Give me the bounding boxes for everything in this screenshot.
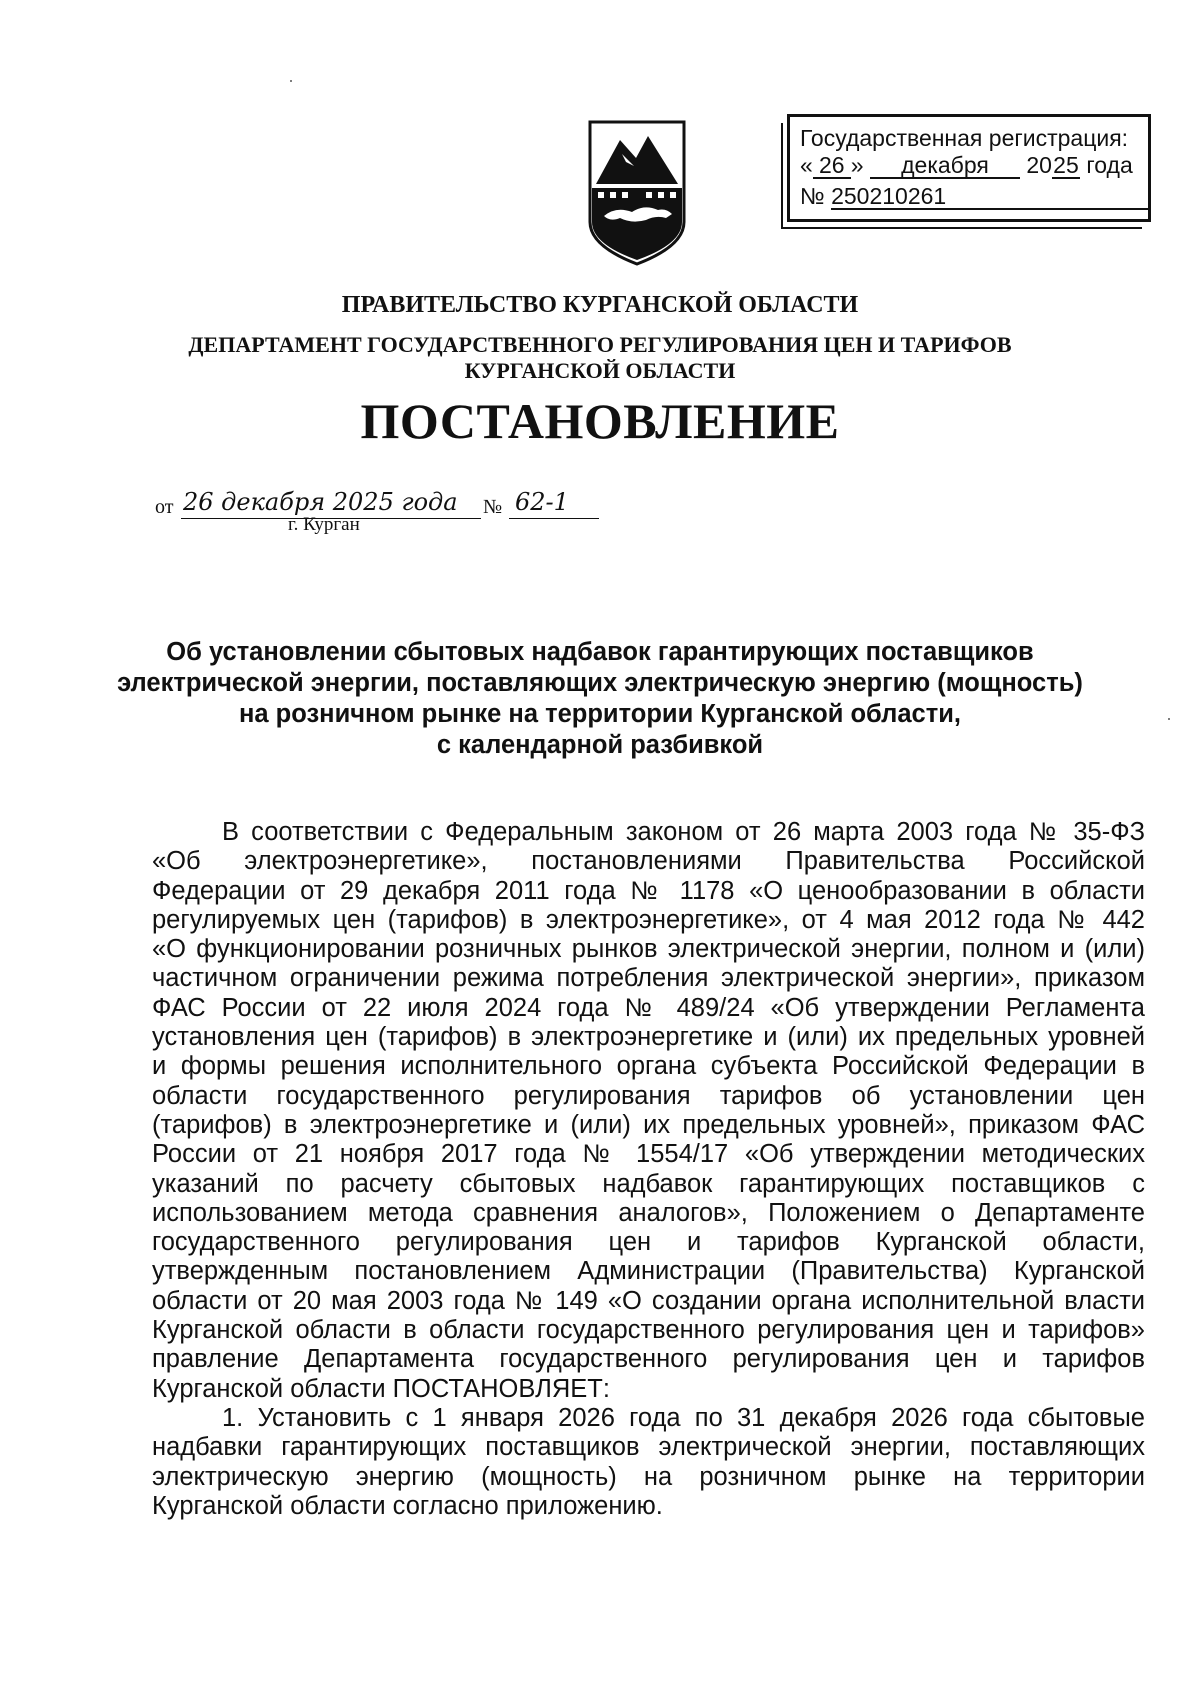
title-line: на розничном рынке на территории Курганской области, bbox=[239, 700, 961, 728]
scan-speck bbox=[1168, 718, 1170, 720]
scan-speck bbox=[290, 80, 292, 82]
coat-of-arms-emblem bbox=[586, 118, 688, 268]
department-name-line1: ДЕПАРТАМЕНТ ГОСУДАРСТВЕННОГО РЕГУЛИРОВАНИЯ ЦЕН И ТАРИФОВ bbox=[188, 332, 1012, 357]
government-name: ПРАВИТЕЛЬСТВО КУРГАНСКОЙ ОБЛАСТИ bbox=[341, 292, 859, 318]
title-line: электрической энергии, поставляющих электрическую энергию (мощность) bbox=[117, 669, 1083, 697]
body-line: Федерации от 29 декабря 2011 года № 1178 «О ценообразовании в области bbox=[152, 876, 1145, 905]
title-line: Об установлении сбытовых надбавок гарантирующих поставщиков bbox=[166, 638, 1034, 666]
body-line: и формы решения исполнительного органа субъекта Российской Федерации в bbox=[152, 1052, 1145, 1081]
body-line: «О функционировании розничных рынков электрической энергии, полном и (или) bbox=[152, 935, 1145, 964]
registration-number: 250210261 bbox=[831, 184, 1149, 210]
body-line: регулируемых цен (тарифов) в электроэнергетике», от 4 мая 2012 года № 442 bbox=[152, 905, 1145, 934]
registration-day: 26 bbox=[813, 153, 851, 179]
city-name: г. Курган bbox=[288, 514, 360, 535]
department-name-line2: КУРГАНСКОЙ ОБЛАСТИ bbox=[464, 358, 736, 383]
body-line: 1. Установить с 1 января 2026 года по 31 декабря 2026 года сбытовые bbox=[222, 1403, 1145, 1432]
body-line: Курганской области в области государственного регулирования цен и тарифов» bbox=[152, 1316, 1145, 1345]
body-line: (тарифов) в электроэнергетике и (или) их предельных уровней», приказом ФАС bbox=[152, 1110, 1145, 1139]
body-line: «Об электроэнергетике», постановлениями Правительства Российской bbox=[152, 847, 1145, 876]
document-type-heading: ПОСТАНОВЛЕНИЕ bbox=[360, 393, 840, 449]
body-line: В соответствии с Федеральным законом от 26 марта 2003 года № 35-ФЗ bbox=[222, 818, 1145, 846]
decree-date-number-line bbox=[155, 488, 675, 528]
registration-stamp bbox=[787, 114, 1151, 222]
body-line: указаний по расчету сбытовых надбавок гарантирующих поставщиков с bbox=[152, 1169, 1145, 1198]
number-label: № bbox=[483, 496, 503, 518]
registration-month: декабря bbox=[870, 153, 1020, 179]
body-line: Курганской области согласно приложению. bbox=[152, 1491, 663, 1520]
date-label: от bbox=[155, 496, 174, 518]
registration-date-line: « 26 » декабря 2025 года bbox=[800, 152, 1133, 178]
registration-heading: Государственная регистрация: bbox=[800, 125, 1129, 151]
body-line: ФАС России от 22 июля 2024 года № 489/24 «Об утверждении Регламента bbox=[152, 993, 1145, 1022]
number-underline bbox=[509, 518, 599, 519]
body-line: утвержденным постановлением Администрации (Правительства) Курганской bbox=[152, 1257, 1145, 1286]
body-line: установления цен (тарифов) в электроэнергетике и (или) их предельных уровней bbox=[152, 1023, 1145, 1052]
body-line: государственного регулирования цен и тарифов Курганской области, bbox=[152, 1228, 1145, 1257]
document-title bbox=[100, 637, 1100, 761]
body-line: надбавки гарантирующих поставщиков электрической энергии, поставляющих bbox=[152, 1433, 1145, 1462]
body-line: области от 20 мая 2003 года № 149 «О создании органа исполнительной власти bbox=[152, 1286, 1145, 1315]
title-line: с календарной разбивкой bbox=[436, 731, 764, 759]
registration-number-line bbox=[800, 183, 1149, 210]
body-line: частичном ограничении режима потребления электрической энергии», приказом bbox=[152, 964, 1145, 993]
document-body bbox=[152, 818, 1145, 1521]
body-line: области государственного регулирования тарифов об установлении цен bbox=[152, 1081, 1145, 1110]
body-line: электрическую энергию (мощность) на розничном рынке на территории bbox=[152, 1462, 1145, 1491]
body-line: России от 21 ноября 2017 года № 1554/17 «Об утверждении методических bbox=[152, 1140, 1145, 1169]
decree-number-handwritten: 62-1 bbox=[515, 488, 569, 516]
decree-date-handwritten: 26 декабря 2025 года bbox=[183, 488, 458, 516]
body-line: использованием метода сравнения аналогов», Положением о Департаменте bbox=[152, 1198, 1145, 1227]
registration-number-label: № bbox=[800, 183, 825, 209]
registration-year-suffix: 25 bbox=[1053, 152, 1079, 178]
registration-year-prefix: 20 bbox=[1026, 152, 1052, 178]
body-line: правление Департамента государственного регулирования цен и тарифов bbox=[152, 1345, 1145, 1374]
registration-year-word: года bbox=[1086, 152, 1133, 178]
body-line: Курганской области ПОСТАНОВЛЯЕТ: bbox=[152, 1374, 610, 1403]
